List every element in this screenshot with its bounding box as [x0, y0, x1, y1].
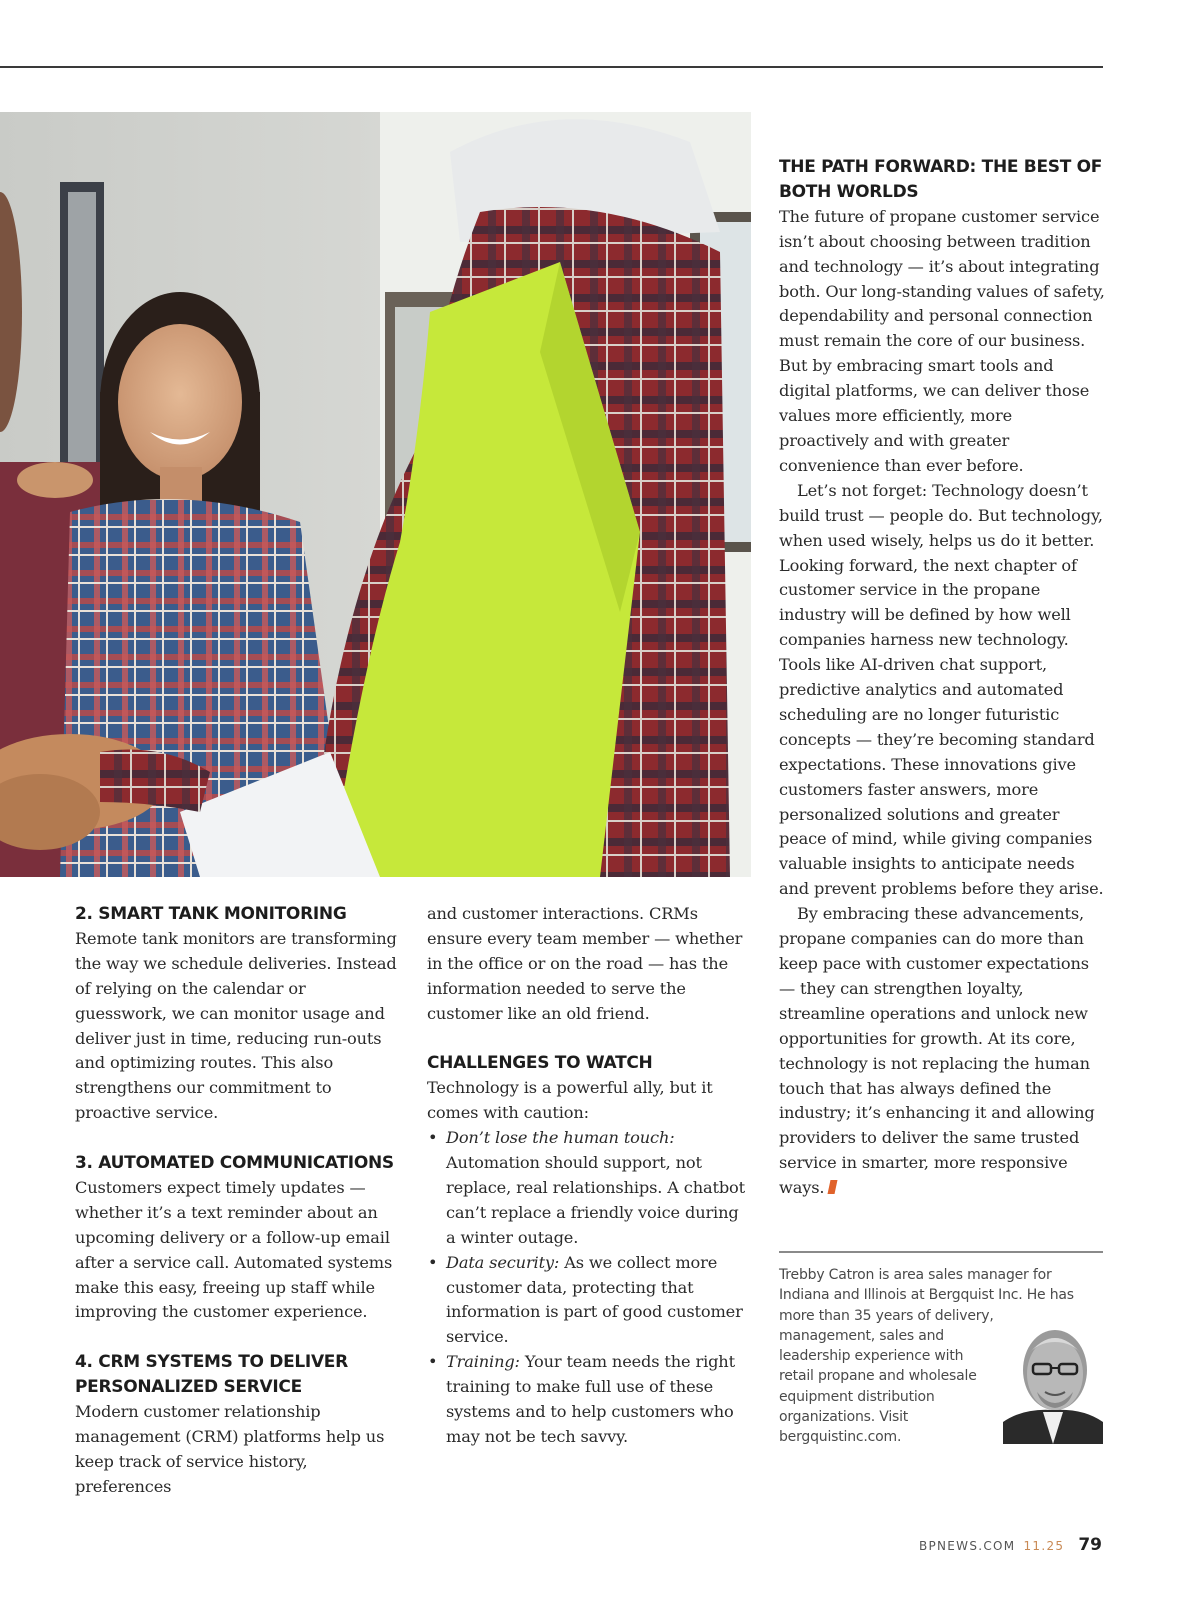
bio-line: Trebby Catron is area sales manager for	[779, 1267, 1052, 1283]
bio-line: organizations. Visit	[779, 1409, 909, 1426]
list-item	[427, 1251, 749, 1351]
path-paragraph-1: The future of propane customer service isn’t about choosing between tradition and technology — it’s about integrating both. Our long-standing values of safety, dependability and personal connection must remain the core of our business. But by embracing smart tools and digital platforms, we can deliver those values more efficiently, more proactively and with greater convenience than ever before.	[779, 206, 1105, 475]
list-item	[427, 1126, 749, 1251]
bio-line: retail propane and wholesale	[779, 1368, 977, 1385]
bullet-lead: Don’t lose the human touch:	[446, 1128, 675, 1148]
path-paragraph-3	[779, 902, 1105, 1201]
left-column	[75, 902, 397, 1500]
bullet-text: Automation should support, not replace, real relationships. A chatbot can’t replace a friendly voice during a winter outage.	[446, 1153, 746, 1247]
bio-line: management, sales and	[779, 1327, 944, 1344]
top-rule	[0, 66, 1103, 68]
path-paragraph-3-text: By embracing these advancements, propane companies can do more than keep pace with customer expectations — they can strengthen loyalty, streamline operations and unlock new opportunities for growth. At its core, technology is not replacing the human touch that has always defined the industry; it’s enhancing it and allowing providers to deliver the same trusted service in smarter, more responsive ways.	[779, 904, 1095, 1198]
section-body-crm: Modern customer relationship management (CRM) platforms help us keep track of service history, preferences	[75, 1402, 385, 1496]
section-body-smart-tank: Remote tank monitors are transforming the way we schedule deliveries. Instead of relying on the calendar or guesswork, we can monitor usage and deliver just in time, reducing run-outs and optimizing routes. This also strengthens our commitment to proactive service.	[75, 928, 397, 1123]
section-heading-automated-comms: 3. AUTOMATED COMMUNICATIONS	[75, 1153, 394, 1174]
end-mark-icon	[828, 1180, 838, 1194]
section-heading-smart-tank: 2. SMART TANK MONITORING	[75, 904, 347, 924]
challenges-intro: Technology is a powerful ally, but it comes with caution:	[427, 1078, 713, 1123]
bullet-text: As we collect more customer data, protecting that information is part of good customer service.	[446, 1252, 743, 1347]
section-body-automated-comms: Customers expect timely updates — whether it’s a text reminder about an upcoming delivery or a follow-up email after a service call. Automated systems make this easy, freeing up staff while improving the customer experience.	[75, 1177, 393, 1322]
bio-line: bergquistinc.com.	[779, 1429, 902, 1446]
bio-line: leadership experience with	[779, 1348, 964, 1365]
right-column	[779, 155, 1105, 1201]
bio-line: more than 35 years of delivery,	[779, 1307, 994, 1324]
middle-column	[427, 902, 749, 1450]
section-heading-crm: 4. CRM SYSTEMS TO DELIVER PERSONALIZED SERVICE	[75, 1352, 348, 1398]
challenges-list	[427, 1126, 749, 1450]
bullet-lead: Training:	[446, 1352, 520, 1372]
footer-issue: 11.25	[1023, 1539, 1065, 1553]
bullet-text: Your team needs the right training to make full use of these systems and to help customers who may not be tech savvy.	[446, 1352, 735, 1447]
bio-line: Indiana and Illinois at Bergquist Inc. He has	[779, 1287, 1074, 1304]
crm-continuation: and customer interactions. CRMs ensure every team member — whether in the office or on the road — has the information needed to serve the customer like an old friend.	[427, 904, 743, 1023]
page-footer	[919, 1535, 1102, 1555]
bio-rule	[779, 1251, 1103, 1253]
section-heading-challenges: CHALLENGES TO WATCH	[427, 1053, 653, 1074]
page-number: 79	[1078, 1535, 1102, 1555]
feature-photo	[0, 112, 751, 877]
bio-line: equipment distribution	[779, 1388, 935, 1405]
bullet-lead: Data security:	[446, 1252, 560, 1272]
list-item	[427, 1350, 749, 1450]
section-heading-path-forward: THE PATH FORWARD: THE BEST OF BOTH WORLDS	[779, 157, 1103, 202]
path-paragraph-2: Let’s not forget: Technology doesn’t build trust — people do. But technology, when used wisely, helps us do it better. Looking forward, the next chapter of customer service in the propane industry will be defined by how well companies harness new technology. Tools like AI-driven chat support, predictive analytics and automated scheduling are no longer futuristic concepts — they’re becoming standard expectations. These innovations give customers faster answers, more personalized solutions and greater peace of mind, while giving companies valuable insights to anticipate needs and prevent problems before they arise.	[779, 480, 1104, 899]
footer-site: BPNEWS.COM	[918, 1539, 1016, 1553]
author-headshot	[1003, 1322, 1103, 1444]
